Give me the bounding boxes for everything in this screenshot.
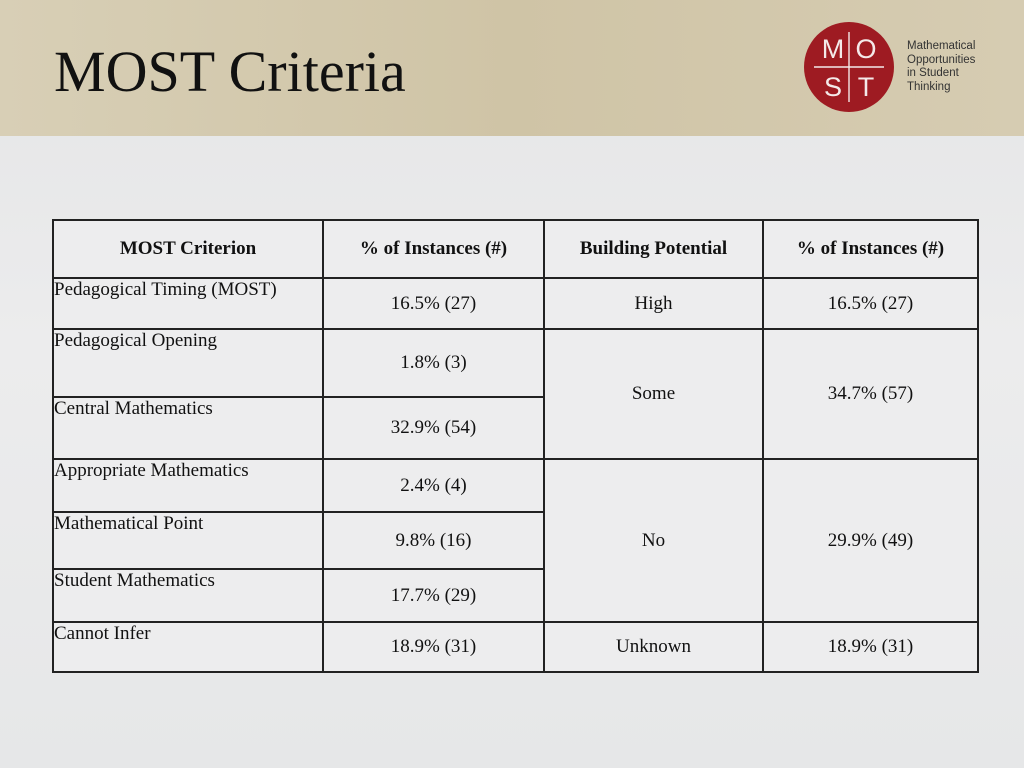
- logo-letter-m: M: [821, 34, 845, 64]
- table-row: [53, 622, 978, 672]
- logo-tagline-line: Thinking: [907, 80, 951, 93]
- logo-letter-s: S: [823, 72, 842, 102]
- potential-percent-cell: 29.9% (49): [763, 459, 978, 622]
- percent-cell: 2.4% (4): [323, 459, 544, 512]
- potential-percent-cell: 16.5% (27): [763, 278, 978, 329]
- percent-cell: 9.8% (16): [323, 512, 544, 569]
- criterion-cell: Cannot Infer: [53, 622, 323, 672]
- logo-tagline-line: in Student: [907, 67, 959, 79]
- most-criteria-table: [52, 219, 979, 673]
- logo-tagline-line: Mathematical: [907, 40, 976, 52]
- table-row: [53, 459, 978, 512]
- potential-percent-cell: 34.7% (57): [763, 329, 978, 459]
- slide-header: [0, 0, 1024, 136]
- criterion-cell: Appropriate Mathematics: [53, 459, 323, 512]
- header-percent-instances-potential: % of Instances (#): [763, 220, 978, 278]
- percent-cell: 18.9% (31): [323, 622, 544, 672]
- potential-cell: Some: [544, 329, 763, 459]
- criterion-cell: Pedagogical Timing (MOST): [53, 278, 323, 329]
- percent-cell: 32.9% (54): [323, 397, 544, 459]
- table-header-row: [53, 220, 978, 278]
- header-percent-instances: % of Instances (#): [323, 220, 544, 278]
- most-logo: [804, 22, 1014, 114]
- percent-cell: 17.7% (29): [323, 569, 544, 622]
- criterion-cell: Student Mathematics: [53, 569, 323, 622]
- logo-tagline-line: Opportunities: [907, 53, 976, 66]
- criterion-cell: Mathematical Point: [53, 512, 323, 569]
- logo-letter-t: T: [857, 72, 875, 102]
- criterion-cell: Pedagogical Opening: [53, 329, 323, 397]
- table-row: [53, 329, 978, 397]
- logo-letter-o: O: [855, 34, 877, 64]
- slide-title: MOST Criteria: [54, 39, 406, 104]
- potential-percent-cell: 18.9% (31): [763, 622, 978, 672]
- potential-cell: Unknown: [544, 622, 763, 672]
- percent-cell: 16.5% (27): [323, 278, 544, 329]
- logo-tagline: [907, 40, 1012, 94]
- potential-cell: High: [544, 278, 763, 329]
- table-row: [53, 278, 978, 329]
- potential-cell: No: [544, 459, 763, 622]
- logo-cross-lines: [804, 22, 894, 112]
- header-building-potential: Building Potential: [544, 220, 763, 278]
- percent-cell: 1.8% (3): [323, 329, 544, 397]
- criterion-cell: Central Mathematics: [53, 397, 323, 459]
- header-most-criterion: MOST Criterion: [53, 220, 323, 278]
